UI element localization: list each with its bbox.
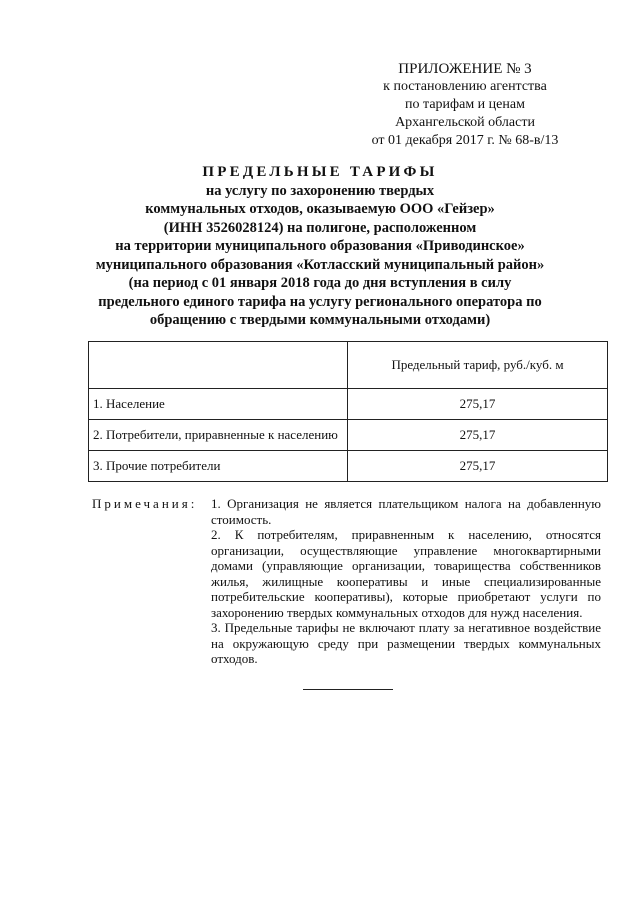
heading-line: предельного единого тарифа на услугу регионального оператора по: [98, 293, 542, 310]
row-value-cell: 275,17: [348, 420, 608, 451]
heading-line: коммунальных отходов, оказываемую ООО «Гейзер»: [145, 201, 495, 217]
heading-line: на услугу по захоронению твердых: [205, 182, 435, 199]
table-row: [89, 420, 608, 451]
note-item: 3. Предельные тарифы не включают плату за негативное воздействие на окружающую среду при размещении твердых коммунальных отходов.: [211, 620, 601, 666]
header-cell-name: [89, 342, 348, 389]
appendix-line: от 01 декабря 2017 г. № 68-в/13: [371, 133, 559, 148]
document-title: ПРЕДЕЛЬНЫЕ ТАРИФЫ: [202, 164, 438, 180]
row-value-cell: 275,17: [348, 389, 608, 420]
heading-line: на территории муниципального образования «Приводинское»: [115, 238, 525, 254]
heading-line: (на период с 01 января 2018 года до дня вступления в силу: [128, 275, 512, 291]
row-value-cell: 275,17: [348, 451, 608, 482]
appendix-line: по тарифам и ценам: [405, 97, 525, 112]
appendix-title: ПРИЛОЖЕНИЕ № 3: [398, 61, 532, 77]
notes-list: [211, 496, 601, 667]
document-heading: [60, 163, 580, 330]
heading-line: муниципального образования «Котласский муниципальный район»: [95, 256, 545, 273]
header-cell-tariff: Предельный тариф, руб./куб. м: [348, 342, 608, 389]
heading-line: (ИНН 3526028124) на полигоне, расположенном: [163, 219, 477, 236]
heading-line: обращению с твердыми коммунальными отходами): [149, 312, 491, 328]
appendix-line: Архангельской области: [395, 115, 535, 130]
row-name-cell: 3. Прочие потребители: [89, 451, 348, 482]
row-name-cell: 1. Население: [89, 389, 348, 420]
note-item: 2. К потребителям, приравненным к населению, относятся организации, осуществляющие управление многоквартирными домами (управляющие организации, товарищества собственников жилья, жилищные кооперативы и иные специализированные потребительские кооперативы), которые приобретают услуги по захоронению твердых коммунальных отходов для нужд населения.: [211, 527, 601, 620]
appendix-block: [350, 60, 580, 150]
table-row: [89, 389, 608, 420]
note-item: 1. Организация не является плательщиком налога на добавленную стоимость.: [211, 496, 601, 527]
tariff-table: [88, 341, 608, 482]
closing-divider-line: [303, 689, 393, 690]
table-header-row: [89, 342, 608, 389]
row-name-cell: 2. Потребители, приравненные к населению: [89, 420, 348, 451]
notes-label: Примечания:: [92, 496, 198, 511]
appendix-line: к постановлению агентства: [383, 79, 547, 94]
table-row: [89, 451, 608, 482]
